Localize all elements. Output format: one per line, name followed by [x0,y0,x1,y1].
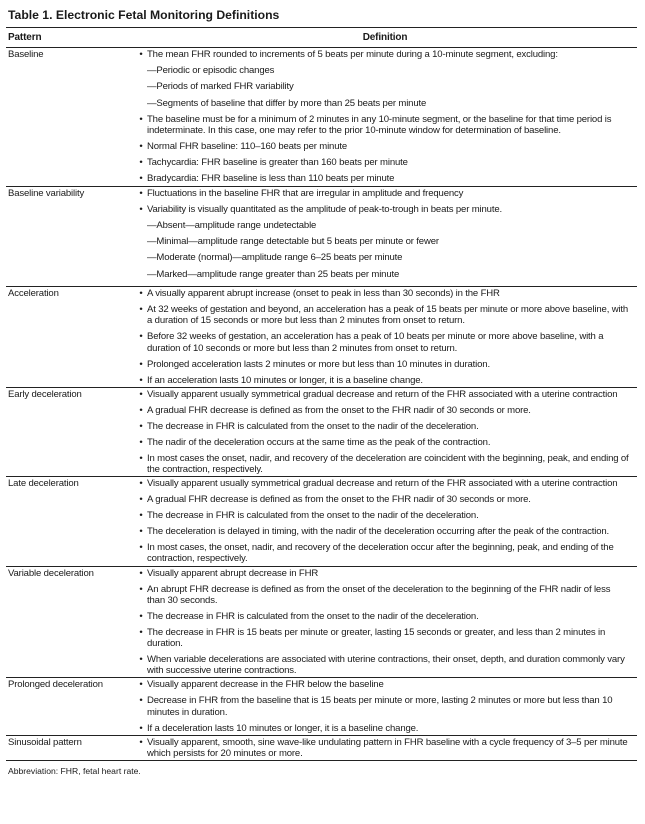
sub-item [135,236,635,247]
bullet-item [135,288,635,299]
item-text: An abrupt FHR decrease is defined as from the onset of the deceleration to the beginning of the FHR nadir of less than 30 seconds. [147,583,611,606]
item-text: Visually apparent decrease in the FHR below the baseline [147,679,384,691]
definition-cell [133,186,637,287]
item-text: The baseline must be for a minimum of 2 minutes in any 10-minute segment, or the baseline for that time period is indeterminate. In this case, one may refer to the prior 10-minute window for determination of baseline. [147,114,612,137]
item-text: Fluctuations in the baseline FHR that are irregular in amplitude and frequency [147,187,464,199]
item-text: Prolonged acceleration lasts 2 minutes or more but less than 10 minutes in duration. [147,358,490,370]
bullet-item [135,611,635,622]
table-row [6,678,637,735]
bullet-icon: • [139,626,143,638]
table-row [6,387,637,476]
definition-cell [133,477,637,566]
definition-cell [133,735,637,760]
bullet-item [135,405,635,416]
bullet-item [135,173,635,184]
bullet-item [135,157,635,168]
bullet-item [135,359,635,370]
bullet-icon: • [139,695,143,707]
bullet-icon [135,65,147,76]
item-text: —Marked—amplitude range greater than 25 beats per minute [147,268,400,280]
bullet-item [135,453,635,475]
bullet-icon: • [139,679,143,691]
item-text: Decrease in FHR from the baseline that is 15 beats per minute or more, lasting 2 minutes or more but less than 10 minutes in duration. [147,695,613,718]
item-text: —Absent—amplitude range undetectable [147,219,317,231]
bullet-icon [135,81,147,92]
bullet-icon: • [139,542,143,554]
table-row [6,735,637,760]
item-text: Visually apparent abrupt decrease in FHR [147,567,319,579]
bullet-icon: • [139,358,143,370]
bullet-icon: • [139,583,143,595]
item-text: In most cases, the onset, nadir, and recovery of the deceleration occur after the beginning, peak, and ending of the contraction, respectively. [147,542,614,565]
bullet-item [135,542,635,564]
bullet-icon: • [139,436,143,448]
bullet-item [135,49,635,60]
bullet-icon: • [139,388,143,400]
item-text: The decrease in FHR is calculated from the onset to the nadir of the deceleration. [147,510,479,522]
definition-cell [133,566,637,678]
item-text: A gradual FHR decrease is defined as from the onset to the FHR nadir of 30 seconds or more. [147,404,531,416]
table-row [6,186,637,287]
bullet-item [135,188,635,199]
bullet-icon: • [139,653,143,665]
definitions-table [6,27,637,761]
item-text: Before 32 weeks of gestation, an acceleration has a peak of 10 beats per minute or more above baseline, with a duration of 10 seconds or more but less than 2 minutes from onset to return. [147,331,604,354]
bullet-item [135,526,635,537]
table-row [6,477,637,566]
bullet-icon: • [139,288,143,300]
bullet-icon: • [139,478,143,490]
item-text: The deceleration is delayed in timing, with the nadir of the deceleration occurring after the peak of the contraction. [147,526,610,538]
bullet-item [135,437,635,448]
definition-cell [133,387,637,476]
bullet-icon [135,252,147,263]
bullet-item [135,627,635,649]
item-text: —Periods of marked FHR variability [147,81,294,93]
item-text: Visually apparent, smooth, sine wave-like undulating pattern in FHR baseline with a cycle frequency of 3–5 per minute which persists for 20 minutes or more. [147,736,628,759]
bullet-icon: • [139,374,143,386]
bullet-item [135,584,635,606]
bullet-icon: • [139,494,143,506]
item-text: Bradycardia: FHR baseline is less than 110 beats per minute [147,173,395,185]
bullet-item [135,304,635,326]
table-row [6,566,637,678]
bullet-icon: • [139,420,143,432]
item-text: A visually apparent abrupt increase (onset to peak in less than 30 seconds) in the FHR [147,288,500,300]
item-text: The decrease in FHR is calculated from the onset to the nadir of the deceleration. [147,610,479,622]
item-text: Variability is visually quantitated as the amplitude of peak-to-trough in beats per minute. [147,203,502,215]
item-text: If a deceleration lasts 10 minutes or longer, it is a baseline change. [147,722,419,734]
item-text: Normal FHR baseline: 110–160 beats per minute [147,141,348,153]
pattern-cell: Prolonged deceleration [8,679,103,691]
pattern-cell: Late deceleration [8,478,79,490]
sub-item [135,220,635,231]
table-row [6,287,637,388]
item-text: The mean FHR rounded to increments of 5 beats per minute during a 10-minute segment, excluding: [147,49,558,60]
table-header [6,28,637,48]
item-text: —Moderate (normal)—amplitude range 6–25 beats per minute [147,252,403,264]
sub-item [135,65,635,76]
table-title: Table 1. Electronic Fetal Monitoring Definitions [8,8,280,22]
definition-column-header: Definition [133,28,637,48]
item-text: The decrease in FHR is calculated from the onset to the nadir of the deceleration. [147,420,479,432]
footnote: Abbreviation: FHR, fetal heart rate. [8,766,141,777]
item-text: Visually apparent usually symmetrical gradual decrease and return of the FHR associated with a uterine contraction [147,478,618,490]
table-row [6,48,637,187]
item-text: Visually apparent usually symmetrical gradual decrease and return of the FHR associated with a uterine contraction [147,388,618,400]
bullet-icon: • [139,526,143,538]
pattern-cell: Baseline [8,49,44,60]
definition-cell [133,48,637,187]
sub-item [135,252,635,263]
bullet-icon: • [139,141,143,153]
bullet-item [135,494,635,505]
bullet-icon: • [139,49,143,60]
bullet-item [135,375,635,386]
bullet-icon: • [139,114,143,126]
bullet-item [135,141,635,152]
document [6,6,637,776]
pattern-cell: Baseline variability [8,187,85,199]
item-text: The nadir of the deceleration occurs at the same time as the peak of the contraction. [147,436,491,448]
bullet-icon: • [139,610,143,622]
item-text: Tachycardia: FHR baseline is greater than 160 beats per minute [147,157,408,169]
bullet-item [135,654,635,676]
bullet-item [135,723,635,734]
bullet-icon: • [139,404,143,416]
pattern-cell: Early deceleration [8,388,82,400]
bullet-icon [135,220,147,231]
bullet-item [135,737,635,759]
item-text: If an acceleration lasts 10 minutes or longer, it is a baseline change. [147,374,423,386]
sub-item [135,98,635,109]
item-text: —Periodic or episodic changes [147,65,275,76]
bullet-icon: • [139,173,143,185]
pattern-column-header: Pattern [6,28,133,48]
bullet-icon: • [139,157,143,169]
bullet-item [135,478,635,489]
bullet-icon: • [139,736,143,748]
pattern-cell: Sinusoidal pattern [8,736,82,748]
pattern-cell: Acceleration [8,288,59,300]
item-text: —Segments of baseline that differ by more than 25 beats per minute [147,97,427,109]
bullet-item [135,331,635,353]
bullet-item [135,389,635,400]
bullet-item [135,679,635,690]
bullet-item [135,204,635,215]
item-text: When variable decelerations are associated with uterine contractions, their onset, depth, and duration commonly vary with successive uterine contractions. [147,653,625,677]
bullet-icon: • [139,304,143,316]
bullet-icon: • [139,331,143,343]
definition-cell [133,287,637,388]
bullet-icon: • [139,452,143,464]
bullet-icon: • [139,187,143,199]
table-body [6,48,637,761]
bullet-item [135,114,635,136]
item-text: The decrease in FHR is 15 beats per minute or greater, lasting 15 seconds or greater, and less than 2 minutes in duration. [147,626,606,649]
sub-item [135,81,635,92]
sub-item [135,269,635,280]
bullet-item [135,695,635,717]
item-text: At 32 weeks of gestation and beyond, an acceleration has a peak of 15 beats per minute or more above baseline, with a duration of 15 seconds or more but less than 2 minutes from onset to return. [147,304,629,327]
item-text: A gradual FHR decrease is defined as from the onset to the FHR nadir of 30 seconds or more. [147,494,531,506]
bullet-icon [135,98,147,109]
bullet-icon: • [139,722,143,734]
bullet-item [135,421,635,432]
bullet-icon: • [139,203,143,215]
bullet-icon [135,269,147,280]
item-text: In most cases the onset, nadir, and recovery of the deceleration are coincident with the beginning, peak, and ending of the contraction, respectively. [147,452,629,475]
bullet-icon: • [139,510,143,522]
definition-cell [133,678,637,735]
bullet-item [135,510,635,521]
bullet-icon: • [139,567,143,579]
pattern-cell: Variable deceleration [8,567,94,579]
bullet-icon [135,236,147,247]
item-text: —Minimal—amplitude range detectable but 5 beats per minute or fewer [147,235,439,247]
header-row [6,28,637,48]
bullet-item [135,568,635,579]
